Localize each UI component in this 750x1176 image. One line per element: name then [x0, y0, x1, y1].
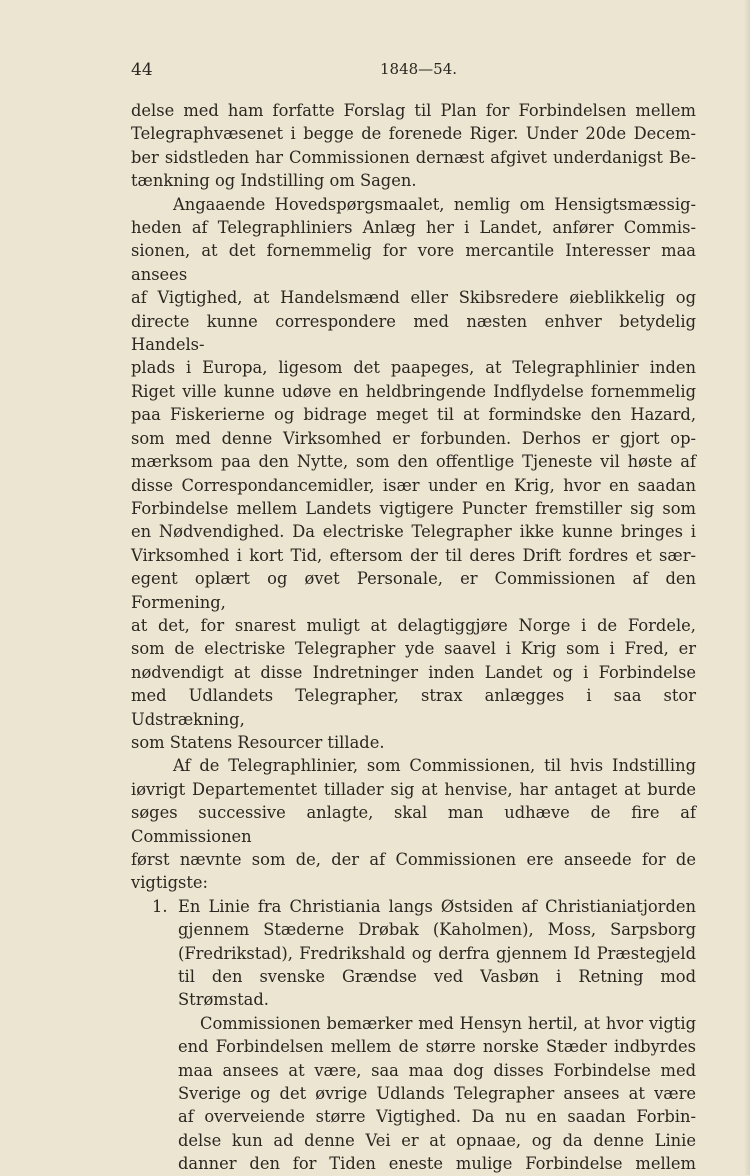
- body-text: [131, 99, 696, 1176]
- list-item: [131, 895, 696, 1012]
- text-line: paa Fiskerierne og bidrage meget til at formindske den Hazard,: [131, 405, 696, 425]
- text-line: disse Correspondancemidler, især under en Krig, hvor en saadan: [131, 475, 696, 495]
- paragraph: [131, 99, 696, 193]
- text-line: som de electriske Telegrapher yde saavel i Krig som i Fred, er: [131, 639, 696, 659]
- text-line: directe kunne correspondere med næsten enhver betydelig Handels-: [131, 311, 696, 355]
- text-line: Virksomhed i kort Tid, eftersom der til deres Drift fordres et sær-: [131, 545, 696, 565]
- text-line: Telegraphvæsenet i begge de forenede Riger. Under 20de Decem-: [131, 124, 696, 144]
- list-item-paragraph: [131, 1012, 696, 1176]
- text-line: først nævnte som de, der af Commissionen ere anseede for de: [131, 850, 696, 869]
- page-header: [0, 60, 750, 84]
- text-line: heden af Telegraphliniers Anlæg her i Landet, anfører Commis-: [131, 218, 696, 238]
- page-number: 44: [131, 60, 153, 80]
- text-line: gjennem Stæderne Drøbak (Kaholmen), Moss, Sarpsborg: [178, 920, 696, 940]
- text-line: delse kun ad denne Vei er at opnaae, og da denne Linie: [178, 1130, 696, 1150]
- text-line: Sverige og det øvrige Udlands Telegrapher ansees at være: [178, 1084, 696, 1104]
- text-line: af overveiende større Vigtighed. Da nu en saadan Forbin-: [178, 1107, 696, 1127]
- text-line: at det, for snarest muligt at delagtiggjøre Norge i de Fordele,: [131, 615, 696, 635]
- text-line: tænkning og Indstilling om Sagen.: [131, 171, 417, 191]
- text-line: Commissionen bemærker med Hensyn hertil, at hvor vigtig: [200, 1013, 696, 1033]
- text-line: vigtigste:: [131, 873, 209, 893]
- text-line: danner den for Tiden eneste mulige Forbindelse mellem: [178, 1154, 696, 1174]
- text-line: end Forbindelsen mellem de større norske Stæder indbyrdes: [178, 1037, 696, 1057]
- paragraph: [131, 754, 696, 894]
- text-line: mærksom paa den Nytte, som den offentlige Tjeneste vil høste af: [131, 452, 696, 472]
- text-line: af Vigtighed, at Handelsmænd eller Skibsredere øieblikkelig og: [131, 288, 696, 308]
- text-line: Angaaende Hovedspørgsmaalet, nemlig om Hensigtsmæssig-: [173, 194, 696, 214]
- text-line: med Udlandets Telegrapher, strax anlægges i saa stor Udstrækning,: [131, 686, 696, 729]
- text-line: Forbindelse mellem Landets vigtigere Puncter fremstiller sig som: [131, 498, 696, 518]
- text-line: delse med ham forfatte Forslag til Plan for Forbindelsen mellem: [131, 101, 696, 120]
- text-line: egent oplært og øvet Personale, er Commissionen af den Formening,: [131, 569, 696, 612]
- paragraph: [131, 193, 696, 755]
- text-line: som Statens Resourcer tillade.: [131, 732, 385, 752]
- text-line: maa ansees at være, saa maa dog disses Forbindelse med: [178, 1060, 696, 1080]
- text-line: (Fredrikstad), Fredrikshald og derfra gjennem Id Præstegjeld: [178, 943, 696, 963]
- text-line: søges successive anlagte, skal man udhæve de fire af Commissionen: [131, 803, 696, 846]
- text-line: til den svenske Grændse ved Vasbøn i Retning mod Strømstad.: [178, 967, 696, 1010]
- text-line: Af de Telegraphlinier, som Commissionen, til hvis Indstilling: [173, 756, 696, 776]
- text-line: Riget ville kunne udøve en heldbringende Indflydelse fornemmelig: [131, 381, 696, 401]
- running-head: 1848—54.: [380, 60, 458, 78]
- text-line: iøvrigt Departementet tillader sig at henvise, har antaget at burde: [131, 779, 696, 799]
- list-item-number: 1.: [152, 896, 168, 916]
- text-line: nødvendigt at disse Indretninger inden Landet og i Forbindelse: [131, 662, 696, 682]
- text-line: ber sidstleden har Commissionen dernæst afgivet underdanigst Be-: [131, 147, 696, 167]
- text-line: plads i Europa, ligesom det paapeges, at Telegraphlinier inden: [131, 358, 696, 378]
- text-line: En Linie fra Christiania langs Østsiden af Christianiatjorden: [178, 896, 696, 916]
- text-line: som med denne Virksomhed er forbunden. Derhos er gjort op-: [131, 428, 696, 448]
- text-line: en Nødvendighed. Da electriske Telegrapher ikke kunne bringes i: [131, 522, 696, 542]
- text-line: sionen, at det fornemmelig for vore mercantile Interesser maa ansees: [131, 241, 696, 284]
